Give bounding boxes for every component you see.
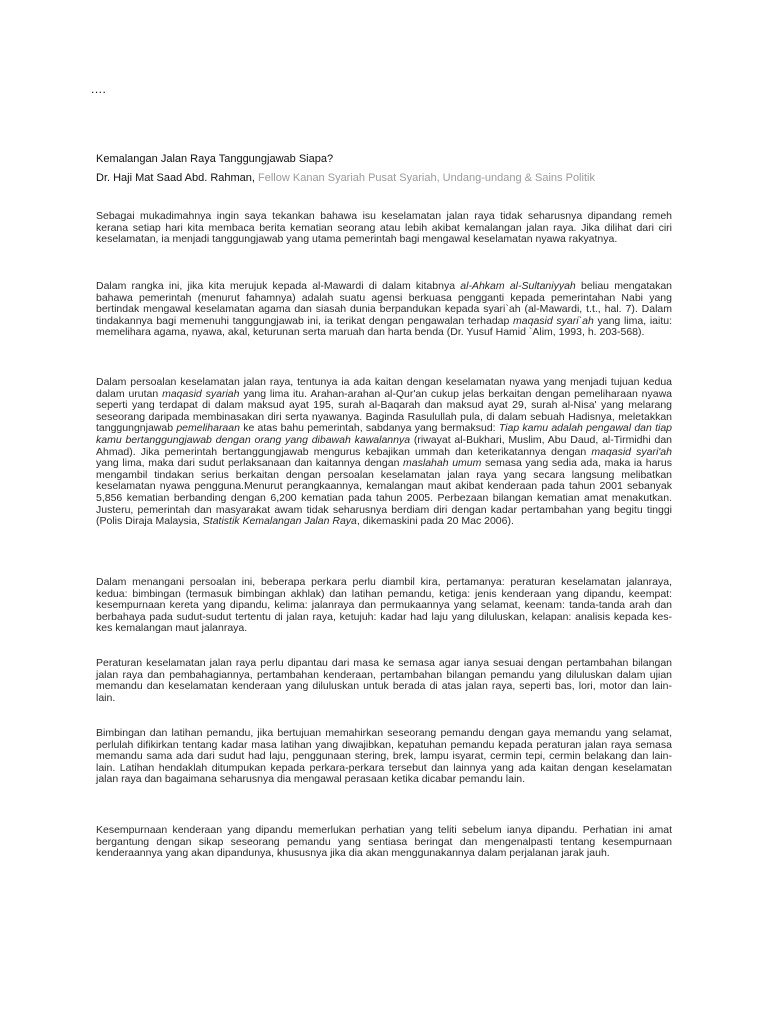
paragraph-5 [96, 658, 672, 704]
paragraph-text: Kesempurnaan kenderaan yang dipandu memerlukan perhatian yang teliti sebelum ianya dipandu. Perhatian ini amat bergantung dengan sikap seseorang pemandu yang sentiasa beringat dan mengenalpasti tentang kesempurnaan kenderaannya yang akan dipandunya, khususnya jika dia akan menggunakannya dalam perjalanan jarak jauh. [96, 824, 672, 860]
text-run: Dalam rangka ini, jika kita merujuk kepada al-Mawardi di dalam kitabnya [96, 280, 461, 292]
text-run: yang lima, maka dari sudut perlaksanaan dan kaitannya dengan [96, 457, 404, 470]
italic-run: maqasid syari`ah [513, 314, 594, 327]
article-title: Kemalangan Jalan Raya Tanggungjawab Siapa? [96, 153, 334, 165]
author-name: Dr. Haji Mat Saad Abd. Rahman, [96, 172, 255, 184]
text-run: semasa yang sedia ada, maka ia harus mengambil tindakan serius berkaitan dengan persoalan keselamatan jalan raya yang secara langsung melibatkan keselamatan nyawa pengguna.Menurut perangkaannya, kemalangan maut akibat kenderaan pada tahun 2001 sebanyak 5,856 kematian berbanding dengan 6,200 kematian pada tahun 2005. Perbezaan bilangan kematian amat menakutkan. Justeru, pemerintah dan masyarakat awam tidak seharusnya berdiam diri dengan kadar pertambahan yang begitu tinggi (Polis Diraja Malaysia, [96, 457, 672, 528]
text-run: ke atas bahu pemerintah, sabdanya yang bermaksud: [239, 422, 499, 435]
paragraph-text: Dalam menangani persoalan ini, beberapa perkara perlu diambil kira, pertamanya: peraturan keselamatan jalanraya, kedua: bimbingan (termasuk bimbingan akhlak) dan latihan pemandu, ketiga: jenis kenderaan yang dipandu, keempat: kesempurnaan kereta yang dipandu, kelima: jalanraya dan permukaannya yang selamat, keenam: tanda-tanda arah dan berbahaya pada sudut-sudut tertentu di jalan raya, ketujuh: kadar had laju yang diluluskan, kelapan: analisis kepada kes-kes kemalangan maut jalanraya. [96, 576, 672, 635]
italic-run: maslahah umum [403, 457, 482, 470]
italic-run: pemeliharaan [176, 422, 240, 435]
paragraph-text: Peraturan keselamatan jalan raya perlu dipantau dari masa ke semasa agar ianya sesuai dengan pertambahan bilangan jalan raya dan pembahagiannya, pertambahan kenderaan, pertambahan bilangan pemandu yang diluluskan dalam ujian memandu dan keselamatan kenderaan yang diluluskan untuk berada di atas jalan raya, seperti bas, lori, motor dan lain-lain. [96, 657, 672, 704]
leading-dots: .... [91, 82, 107, 96]
italic-run: maqasid syariah [162, 387, 240, 400]
paragraph-2 [96, 281, 672, 339]
paragraph-text: Sebagai mukadimahnya ingin saya tekankan bahawa isu keselamatan jalan raya tidak seharusnya dipandang remeh kerana setiap hari kita membaca berita kematian seorang atau lebih akibat kemalangan jalan raya. Jika dilihat dari ciri keselamatan, ia menjadi tanggungjawab yang utama pemerintah bagi mengawal keselamatan nyawa rakyatnya. [96, 210, 672, 246]
paragraph-3 [96, 377, 672, 528]
paragraph-text [96, 281, 672, 339]
paragraph-4 [96, 577, 672, 635]
paragraph-7 [96, 825, 672, 860]
paragraph-1 [96, 211, 672, 246]
text-run: (riwayat al-Bukhari, Muslim, Abu Daud, al-Tirmidhi dan Ahmad). Jika pemerintah bertanggungjawab mengurus kebajikan ummah dan keterikatannya dengan [96, 433, 672, 458]
italic-run: Statistik Kemalangan Jalan Raya [202, 515, 357, 528]
paragraph-6 [96, 728, 672, 786]
text-run: Dalam persoalan keselamatan jalan raya, tentunya ia ada kaitan dengan keselamatan nyawa yang menjadi tujuan kedua dalam urutan [96, 376, 672, 400]
text-run: yang lima, iaitu: memelihara agama, nyawa, akal, keturunan serta maruah dan harta benda (Dr. Yusuf Hamid `Alim, 1993, h. 203-568). [96, 314, 672, 339]
text-run: yang lima itu. Arahan-arahan al-Qur'an cukup jelas berkaitan dengan pemeliharaan nyawa seperti yang terdapat di dalam maksud ayat 195, surah al-Baqarah dan maksud ayat 29, surah al-Nisa' yang melarang seseorang daripada membinasakan diri serta nyawanya. Baginda Rasulullah pula, di dalam sebuah Hadisnya, meletakkan tanggungnjawab [96, 387, 672, 435]
italic-run: maqasid syari'ah [591, 445, 672, 458]
text-run: , dikemaskini pada 20 Mac 2006). [356, 515, 514, 528]
italic-run: Tiap kamu adalah pengawal dan tiap kamu bertanggungjawab dengan orang yang dibawah kawalannya [96, 422, 673, 446]
paragraph-text [96, 377, 672, 528]
text-run: beliau mengatakan bahawa pemerintah (menurut fahamnya) adalah suatu agensi berkuasa pengganti kepada pemerintahan Nabi yang bertindak mengawal keselamatan agama dan siasah dunia berpandukan kepada syari`ah (al-Mawardi, t.t., hal. 7). Dalam tindakannya bagi memenuhi tanggungjawab ini, ia terikat dengan pengawalan terhadap [96, 280, 673, 327]
author-line [96, 172, 595, 184]
author-role: Fellow Kanan Syariah Pusat Syariah, Undang-undang & Sains Politik [254, 172, 595, 184]
italic-run: al-Ahkam al-Sultaniyyah [460, 280, 576, 292]
paragraph-text: Bimbingan dan latihan pemandu, jika bertujuan memahirkan seseorang pemandu dengan gaya memandu yang selamat, perlulah difikirkan tentang kadar masa latihan yang diwajibkan, kepatuhan pemandu kepada peraturan jalan raya semasa memandu sama ada dari sudut had laju, penggunaan stering, brek, lampu isyarat, cermin tepi, cermin belakang dan lain-lain. Latihan hendaklah ditumpukan kepada perkara-perkara tersebut dan lainnya yang ada kaitan dengan keselamatan jalan raya dan bagaimana seharusnya dia mengawal perasaan ketika dicabar pemandu lain. [96, 727, 672, 786]
